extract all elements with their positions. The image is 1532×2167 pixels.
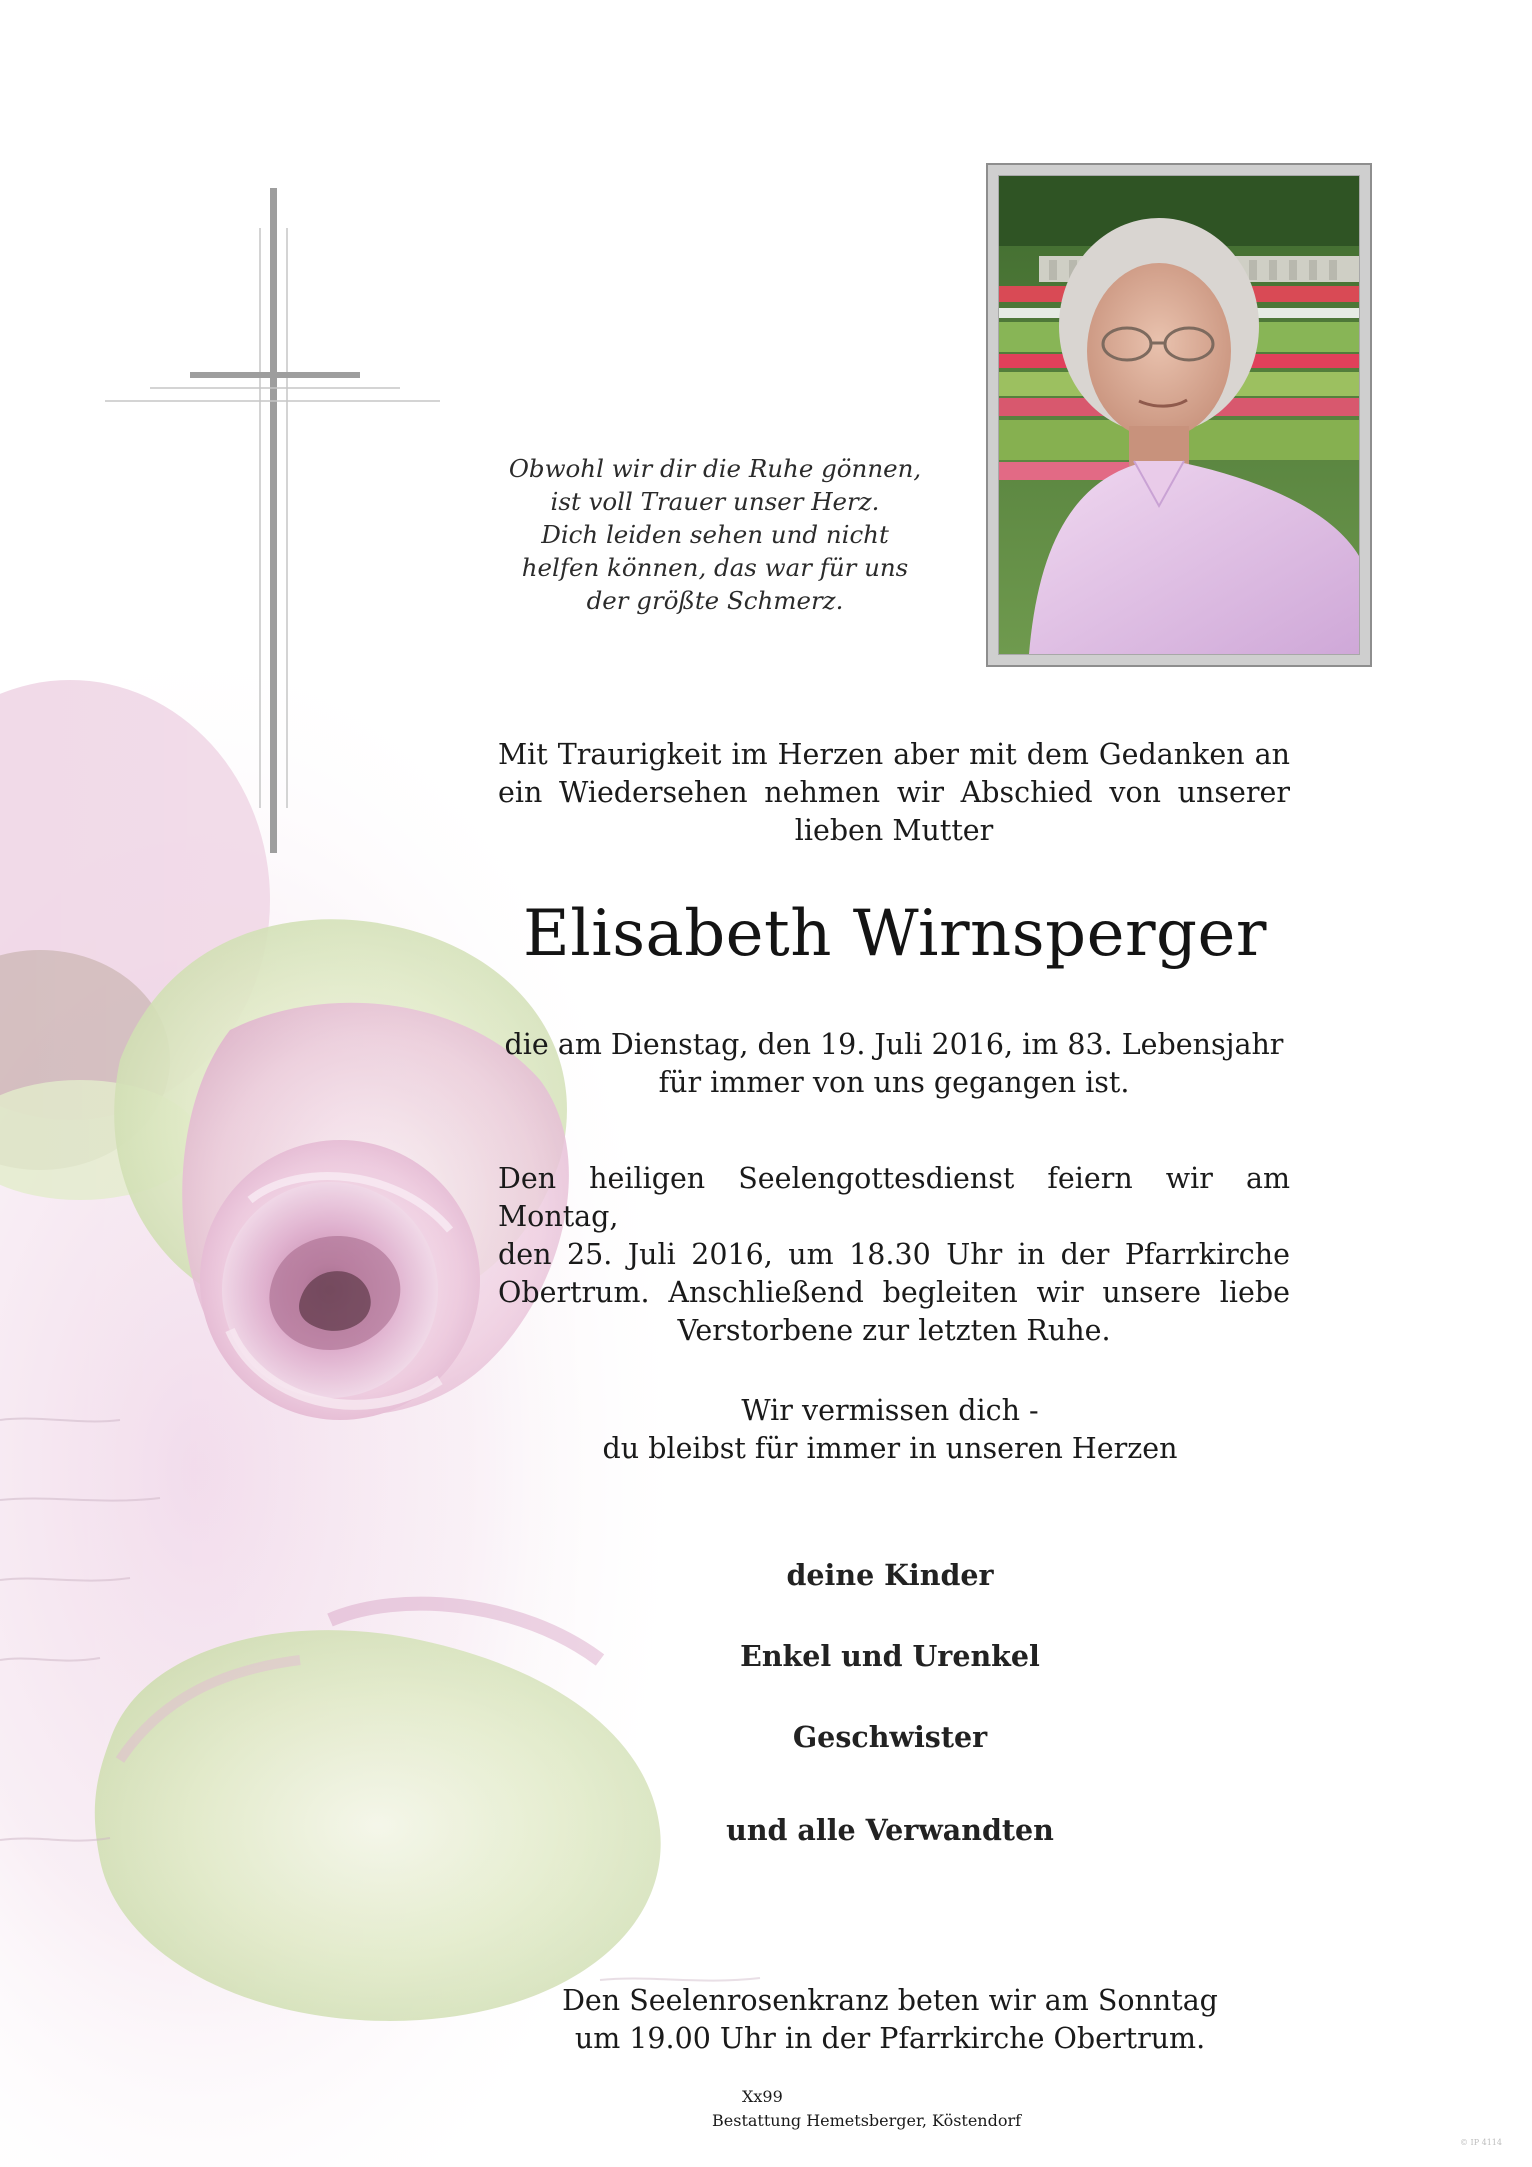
funeral-mass-paragraph [498, 1160, 1290, 1350]
memorial-poem [470, 452, 960, 617]
poem-line: Obwohl wir dir die Ruhe gönnen, [508, 454, 922, 483]
mourner-relatives: und alle Verwandten [726, 1813, 1054, 1847]
farewell-line: Wir vermissen dich - [741, 1394, 1039, 1427]
deceased-name: Elisabeth Wirnsperger [523, 897, 1267, 971]
poem-line: ist voll Trauer unser Herz. [550, 487, 880, 516]
mass-line: Verstorbene zur letzten Ruhe. [677, 1314, 1111, 1347]
undertaker-name: Bestattung Hemetsberger, Köstendorf [712, 2111, 1022, 2130]
intro-line: lieben Mutter [794, 814, 994, 847]
poem-line: Dich leiden sehen und nicht [541, 520, 889, 549]
corner-watermark: © IP 4114 [1460, 2138, 1502, 2147]
mourner-grandchildren: Enkel und Urenkel [740, 1639, 1040, 1673]
mass-line: Den heiligen Seelengottesdienst feiern wir am Montag, [498, 1162, 1290, 1233]
intro-line: Mit Traurigkeit im Herzen aber mit dem Gedanken an [498, 738, 1290, 771]
death-notice-line: für immer von uns gegangen ist. [658, 1066, 1130, 1099]
portrait-photo-frame [986, 163, 1372, 667]
poem-line: helfen können, das war für uns [521, 553, 909, 582]
intro-paragraph [498, 736, 1290, 850]
mass-line: den 25. Juli 2016, um 18.30 Uhr in der Pfarrkirche [498, 1238, 1290, 1271]
rosary-notice [480, 1982, 1300, 2058]
death-notice-line: die am Dienstag, den 19. Juli 2016, im 83. Lebensjahr [504, 1028, 1284, 1061]
rosary-line: Den Seelenrosenkranz beten wir am Sonntag [562, 1984, 1218, 2017]
mourner-children: deine Kinder [786, 1558, 994, 1592]
mourner-siblings: Geschwister [792, 1720, 988, 1754]
farewell-line: du bleibst für immer in unseren Herzen [602, 1432, 1178, 1465]
cross-icon [105, 188, 445, 858]
farewell-phrase [560, 1392, 1220, 1468]
template-code: Xx99 [742, 2087, 783, 2106]
rosary-line: um 19.00 Uhr in der Pfarrkirche Obertrum. [574, 2022, 1206, 2055]
poem-line: der größte Schmerz. [586, 586, 844, 615]
mass-line: Obertrum. Anschließend begleiten wir unsere liebe [498, 1276, 1290, 1309]
portrait-photo [998, 175, 1360, 655]
death-notice-paragraph [498, 1026, 1290, 1102]
intro-line: ein Wiedersehen nehmen wir Abschied von unserer [498, 776, 1290, 809]
